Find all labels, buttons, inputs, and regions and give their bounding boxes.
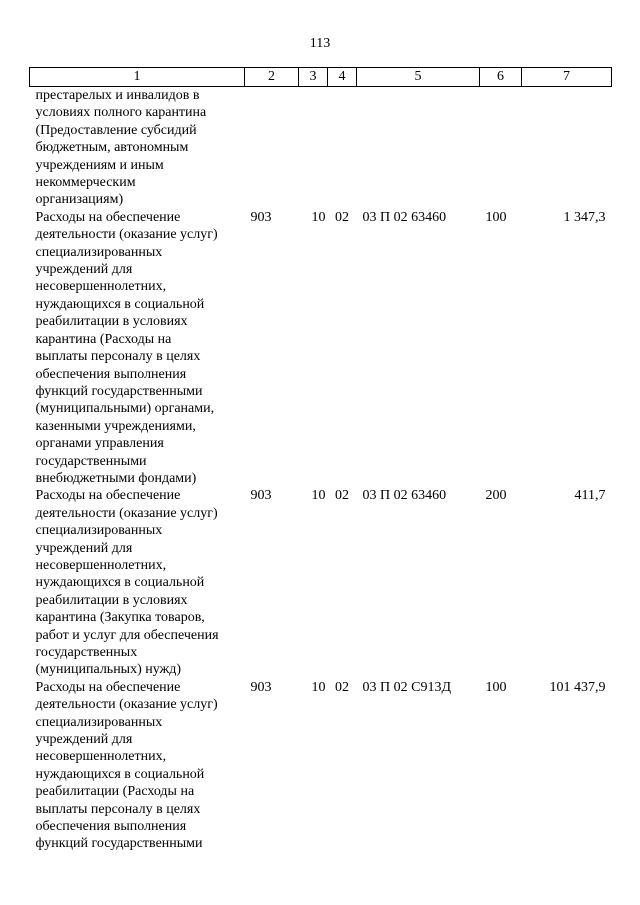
- description-line: (муниципальных) нужд): [35, 662, 182, 678]
- column-header-6: 6: [480, 68, 522, 87]
- description-line: учреждений для: [35, 732, 133, 748]
- description-line: функций государственными: [35, 383, 203, 399]
- description-line: органами управления: [35, 436, 164, 452]
- description-line: деятельности (оказание услуг): [35, 697, 218, 713]
- column-header-7: 7: [522, 68, 612, 87]
- budget-table: [29, 67, 612, 853]
- row-amount: 1 347,3: [563, 209, 606, 225]
- description-line: специализированных: [35, 244, 163, 260]
- row-gov-code: 903: [250, 488, 272, 504]
- row-gov-code: 903: [250, 679, 272, 695]
- description-line: некоммерческим: [35, 175, 136, 191]
- description-line: Расходы на обеспечение: [35, 488, 181, 504]
- description-line: учреждений для: [35, 262, 133, 278]
- description-line: Расходы на обеспечение: [35, 209, 181, 225]
- description-line: реабилитации в условиях: [35, 592, 188, 608]
- description-line: казенными учреждениями,: [35, 418, 196, 434]
- description-line: функций государственными: [35, 836, 203, 852]
- row-gov-code: 903: [250, 209, 272, 225]
- description-line: учреждениям и иным: [35, 157, 164, 173]
- row-gov-code: [245, 87, 299, 209]
- row-section: 10: [311, 488, 326, 504]
- row-description: [30, 209, 245, 488]
- row-amount: 101 437,9: [549, 679, 606, 695]
- row-section: 10: [311, 209, 326, 225]
- description-line: выплаты персоналу в целях: [35, 801, 201, 817]
- description-line: обеспечения выполнения: [35, 819, 187, 835]
- description-line: государственных: [35, 645, 138, 660]
- description-line: реабилитации в условиях: [35, 314, 188, 330]
- row-description: [30, 87, 245, 209]
- description-line: карантина (Закупка товаров,: [35, 610, 205, 626]
- description-line: несовершеннолетних,: [35, 279, 167, 295]
- description-line: карантина (Расходы на: [35, 331, 172, 347]
- description-line: нуждающихся в социальной: [35, 296, 205, 312]
- row-subsection: [328, 87, 357, 209]
- description-line: Расходы на обеспечение: [35, 679, 181, 695]
- row-target-code: [357, 87, 480, 209]
- description-line: несовершеннолетних,: [35, 749, 167, 765]
- description-line: работ и услуг для обеспечения: [35, 627, 219, 643]
- description-line: условиях полного карантина: [35, 105, 207, 121]
- table-row: [30, 87, 612, 209]
- row-expense-type: 100: [485, 209, 507, 225]
- description-line: деятельности (оказание услуг): [35, 227, 218, 243]
- row-amount: [522, 87, 612, 209]
- description-line: престарелых и инвалидов в: [35, 88, 200, 103]
- description-line: специализированных: [35, 523, 163, 539]
- description-line: бюджетным, автономным: [35, 140, 189, 156]
- row-expense-type: [480, 87, 522, 209]
- column-header-1: 1: [30, 68, 245, 87]
- row-subsection: 02: [335, 679, 349, 695]
- description-line: несовершеннолетних,: [35, 557, 167, 573]
- row-section: [299, 87, 328, 209]
- table-body: [30, 87, 612, 853]
- description-line: реабилитации (Расходы на: [35, 784, 195, 800]
- page-number: 113: [309, 36, 331, 51]
- row-target-code: 03 П 02 63460: [362, 209, 447, 225]
- description-line: (Предоставление субсидий: [35, 122, 197, 138]
- row-target-code: 03 П 02 С913Д: [362, 679, 451, 695]
- table-row: [30, 679, 612, 853]
- description-line: учреждений для: [35, 540, 133, 556]
- table-row: [30, 487, 612, 678]
- row-expense-type: 200: [485, 488, 507, 504]
- row-description: [30, 679, 245, 853]
- row-subsection: 02: [335, 209, 349, 225]
- row-amount: 411,7: [574, 488, 606, 504]
- description-line: организациям): [35, 192, 124, 208]
- description-line: деятельности (оказание услуг): [35, 505, 218, 521]
- column-header-5: 5: [357, 68, 480, 87]
- description-line: выплаты персоналу в целях: [35, 349, 201, 365]
- row-target-code: 03 П 02 63460: [362, 488, 447, 504]
- description-line: нуждающихся в социальной: [35, 766, 205, 782]
- table-row: [30, 209, 612, 488]
- row-subsection: 02: [335, 488, 349, 504]
- row-section: 10: [311, 679, 326, 695]
- description-line: государственными: [35, 453, 147, 469]
- column-header-2: 2: [245, 68, 299, 87]
- description-line: внебюджетными фондами): [35, 470, 197, 486]
- row-expense-type: 100: [485, 679, 507, 695]
- description-line: обеспечения выполнения: [35, 366, 187, 382]
- column-header-3: 3: [299, 68, 328, 87]
- column-header-4: 4: [328, 68, 357, 87]
- description-line: (муниципальными) органами,: [35, 401, 215, 417]
- table-header-row: [30, 68, 612, 87]
- description-line: нуждающихся в социальной: [35, 575, 205, 591]
- description-line: специализированных: [35, 714, 163, 730]
- row-description: [30, 487, 245, 678]
